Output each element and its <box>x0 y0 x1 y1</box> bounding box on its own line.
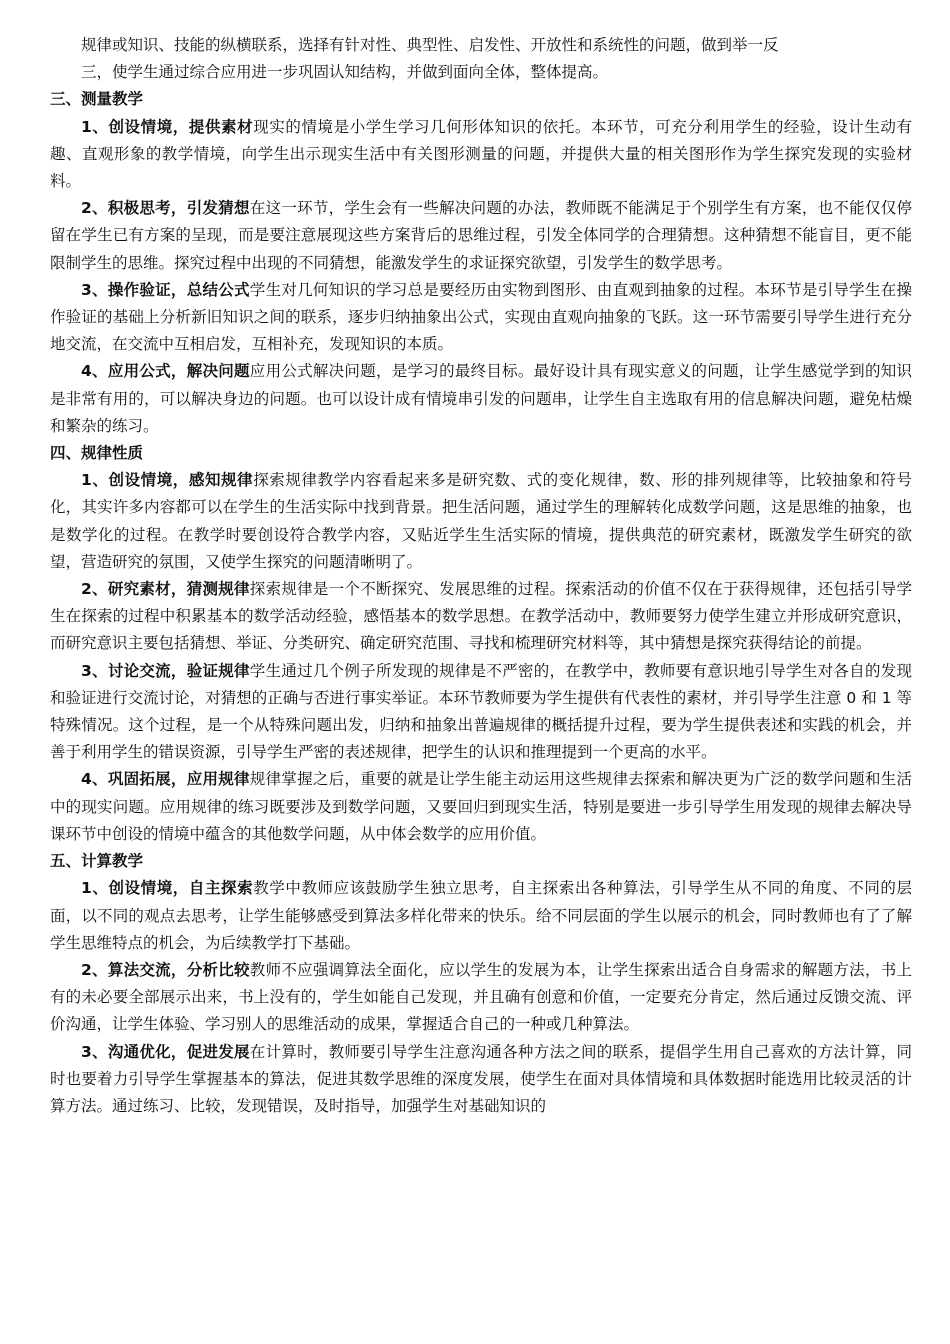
paragraph-lead: 3、讨论交流，验证规律 <box>81 661 250 680</box>
paragraph-text: 教师不应强调算法全面化，应以学生的发展为本，让学生探索出适合自身需求的解题方法，书上有的未必要全部展示出来，书上没有的，学生如能自己发现，并且确有创意和价值，一定要充分肯定，然后通过反馈交流、评价沟通，让学生体验、学习别人的思维活动的成果，掌握适合自己的一种或几种算法。 <box>50 960 912 1034</box>
paragraph-text: 教学中教师应该鼓励学生独立思考，自主探索出各种算法，引导学生从不同的角度、不同的层面，以不同的观点去思考，让学生能够感受到算法多样化带来的快乐。给不同层面的学生以展示的机会，同时教师也有了了解学生思维特点的机会，为后续教学打下基础。 <box>50 879 912 952</box>
paragraph <box>50 1039 912 1121</box>
paragraph <box>50 358 912 440</box>
paragraph-text: 学生对几何知识的学习总是要经历由实物到图形、由直观到抽象的过程。本环节是引导学生在操作验证的基础上分析新旧知识之间的联系，逐步归纳抽象出公式，实现由直观向抽象的飞跃。这一环节需要引导学生进行充分地交流，在交流中互相启发，互相补充，发现知识的本质。 <box>50 280 912 354</box>
paragraph <box>50 875 912 957</box>
paragraph <box>50 658 912 767</box>
paragraph <box>50 277 912 359</box>
paragraph-lead: 4、巩固拓展，应用规律 <box>81 770 250 789</box>
paragraph <box>50 957 912 1039</box>
paragraph-lead: 1、创设情境，自主探索 <box>81 879 254 898</box>
paragraph <box>50 766 912 848</box>
section-heading-calculation: 五、计算教学 <box>50 852 144 871</box>
paragraph-lead: 1、创设情境，提供素材 <box>81 117 254 136</box>
paragraph-lead: 2、积极思考，引发猜想 <box>81 199 250 218</box>
intro-line-2: 三，使学生通过综合应用进一步巩固认知结构，并做到面向全体，整体提高。 <box>81 63 609 82</box>
paragraph <box>50 467 912 576</box>
paragraph-text: 现实的情境是小学生学习几何形体知识的依托。本环节，可充分利用学生的经验，设计生动有趣、直观形象的教学情境，向学生出示现实生活中有关图形测量的问题，并提供大量的相关图形作为学生探究发现的实验材料。 <box>50 117 912 191</box>
intro-line-1: 规律或知识、技能的纵横联系，选择有针对性、典型性、启发性、开放性和系统性的问题，做到举一反 <box>81 36 779 54</box>
paragraph-text: 规律掌握之后，重要的就是让学生能主动运用这些规律去探索和解决更为广泛的数学问题和生活中的现实问题。应用规律的练习既要涉及到数学问题，又要回归到现实生活，特别是要进一步引导学生用发现的规律去解决导课环节中创设的情境中蕴含的其他数学问题，从中体会数学的应用价值。 <box>50 770 912 843</box>
paragraph-text: 在这一环节，学生会有一些解决问题的办法，教师既不能满足于个别学生有方案，也不能仅仅停留在学生已有方案的呈现，而是要注意展现这些方案背后的思维过程，引发全体同学的合理猜想。这种猜想不能盲目，更不能限制学生的思维。探究过程中出现的不同猜想，能激发学生的求证探究欲望，引发学生的数学思考。 <box>50 199 912 272</box>
paragraph-text: 探索规律教学内容看起来多是研究数、式的变化规律，数、形的排列规律等，比较抽象和符号化，其实许多内容都可以在学生的生活实际中找到背景。把生活问题，通过学生的理解转化成数学问题，这是思维的抽象，也是数学化的过程。在教学时要创设符合教学内容，又贴近学生生活实际的情境，提供典范的研究素材，既激发学生研究的欲望，营造研究的氛围，又使学生探究的问题清晰明了。 <box>50 471 912 571</box>
paragraph-text: 在计算时，教师要引导学生注意沟通各种方法之间的联系，提倡学生用自己喜欢的方法计算，同时也要着力引导学生掌握基本的算法，促进其数学思维的深度发展，使学生在面对具体情境和具体数据时能选用比较灵活的计算方法。通过练习、比较，发现错误，及时指导，加强学生对基础知识的 <box>50 1042 912 1115</box>
paragraph-text: 应用公式解决问题，是学习的最终目标。最好设计具有现实意义的问题，让学生感觉学到的知识是非常有用的，可以解决身边的问题。也可以设计成有情境串引发的问题串，让学生自主选取有用的信息解决问题，避免枯燥和繁杂的练习。 <box>50 362 912 435</box>
paragraph-lead: 3、操作验证，总结公式 <box>81 280 250 299</box>
section-heading-measurement: 三、测量教学 <box>50 90 144 109</box>
paragraph-lead: 3、沟通优化，促进发展 <box>81 1042 250 1061</box>
paragraph-lead: 1、创设情境，感知规律 <box>81 471 254 490</box>
paragraph <box>50 114 912 196</box>
paragraph-lead: 2、研究素材，猜测规律 <box>81 580 250 599</box>
paragraph <box>50 195 912 277</box>
paragraph <box>50 576 912 658</box>
paragraph-lead: 4、应用公式，解决问题 <box>81 362 250 381</box>
paragraph-text: 学生通过几个例子所发现的规律是不严密的，在教学中，教师要有意识地引导学生对各自的发现和验证进行交流讨论，对猜想的正确与否进行事实举证。本环节教师要为学生提供有代表性的素材，并引导学生注意 0 和 1 等特殊情况。这个过程，是一个从特殊问题出发，归纳和抽象出普遍规律的概括提升过程，要为学生提供表述和实践的机会，并善于利用学生的错误资源，引导学生严密的表述规律，把学生的认识和推理提到一个更高的水平。 <box>50 661 912 762</box>
section-heading-patterns: 四、规律性质 <box>50 444 144 463</box>
paragraph-text: 探索规律是一个不断探究、发展思维的过程。探索活动的价值不仅在于获得规律，还包括引导学生在探索的过程中积累基本的数学活动经验，感悟基本的数学思想。在教学活动中，教师要努力使学生建立并形成研究意识，而研究意识主要包括猜想、举证、分类研究、确定研究范围、寻找和梳理研究材料等，其中猜想是探究获得结论的前提。 <box>50 580 912 653</box>
paragraph-lead: 2、算法交流，分析比较 <box>81 960 250 979</box>
